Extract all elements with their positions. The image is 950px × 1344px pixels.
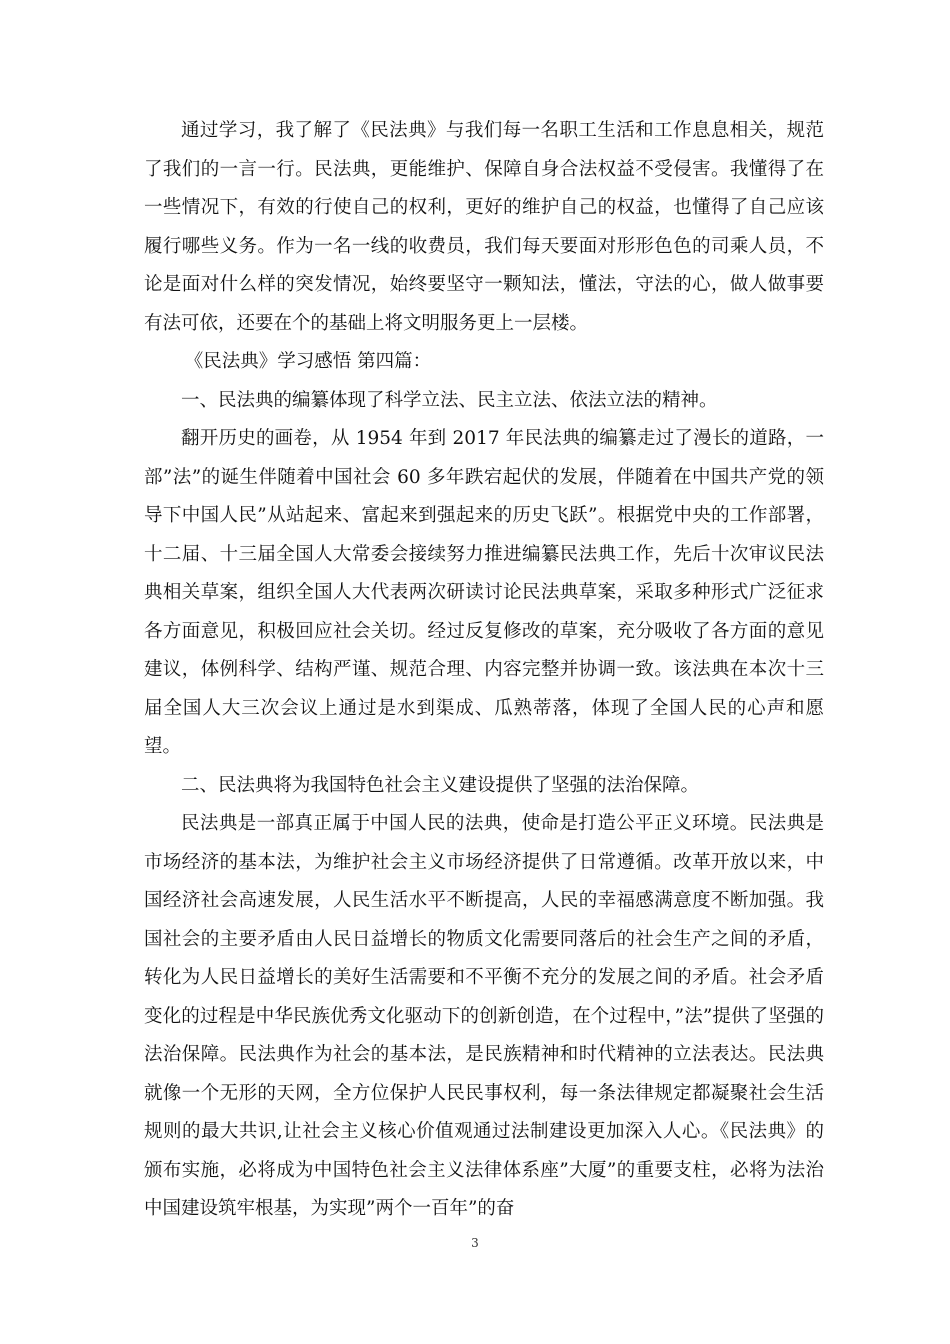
document-body bbox=[144, 112, 824, 1229]
page-number: 3 bbox=[471, 1236, 479, 1250]
heading-point-one: 一、民法典的编纂体现了科学立法、民主立法、依法立法的精神。 bbox=[181, 389, 718, 411]
heading-point-two: 二、民法典将为我国特色社会主义建设提供了坚强的法治保障。 bbox=[181, 774, 700, 796]
section-title-part-four: 《民法典》学习感悟 第四篇： bbox=[184, 351, 432, 372]
paragraph-civil-code-role: 民法典是一部真正属于中国人民的法典，使命是打造公平正义环境。民法典是市场经济的基本法，为维护社会主义市场经济提供了日常遵循。改革开放以来，中国经济社会高速发展，人民生活水平不断提高，人民的幸福感满意度不断加强。我国社会的主要矛盾由人民日益增长的物质文化需要同落后的社会生产之间的矛盾，转化为人民日益增长的美好生活需要和不平衡不充分的发展之间的矛盾。社会矛盾变化的过程是中华民族优秀文化驱动下的创新创造，在个过程中，”法”提供了坚强的法治保障。民法典作为社会的基本法，是民族精神和时代精神的立法表达。民法典就像一个无形的天网，全方位保护人民民事权利，每一条法律规定都凝聚社会生活规则的最大共识,让社会主义核心价值观通过法制建设更加深入人心。《民法典》的颁布实施，必将成为中国特色社会主义法律体系座”大厦”的重要支柱，必将为法治中国建设筑牢根基，为实现”两个一百年”的奋 bbox=[144, 813, 824, 1219]
paragraph-history: 翻开历史的画卷，从 1954 年到 2017 年民法典的编纂走过了漫长的道路，一部”法”的诞生伴随着中国社会 60 多年跌宕起伏的发展，伴随着在中国共产党的领导下中国人民”从站起来、富起来到强起来的历史飞跃”。根据党中央的工作部署，十二届、十三届全国人大常委会接续努力推进编纂民法典工作，先后十次审议民法典相关草案，组织全国人大代表两次研读讨论民法典草案，采取多种形式广泛征求各方面意见，积极回应社会关切。经过反复修改的草案，充分吸收了各方面的意见建议，体例科学、结构严谨、规范合理、内容完整并协调一致。该法典在本次十三届全国人大三次会议上通过是水到渠成、瓜熟蒂落，体现了全国人民的心声和愿望。 bbox=[144, 428, 824, 757]
paragraph-study-reflection: 通过学习，我了解了《民法典》与我们每一名职工生活和工作息息相关，规范了我们的一言一行。民法典，更能维护、保障自身合法权益不受侵害。我懂得了在一些情况下，有效的行使自己的权利，更好的维护自己的权益，也懂得了自己应该履行哪些义务。作为一名一线的收费员，我们每天要面对形形色色的司乘人员，不论是面对什么样的突发情况，始终要坚守一颗知法，懂法，守法的心，做人做事要有法可依，还要在个的基础上将文明服务更上一层楼。 bbox=[144, 120, 824, 334]
